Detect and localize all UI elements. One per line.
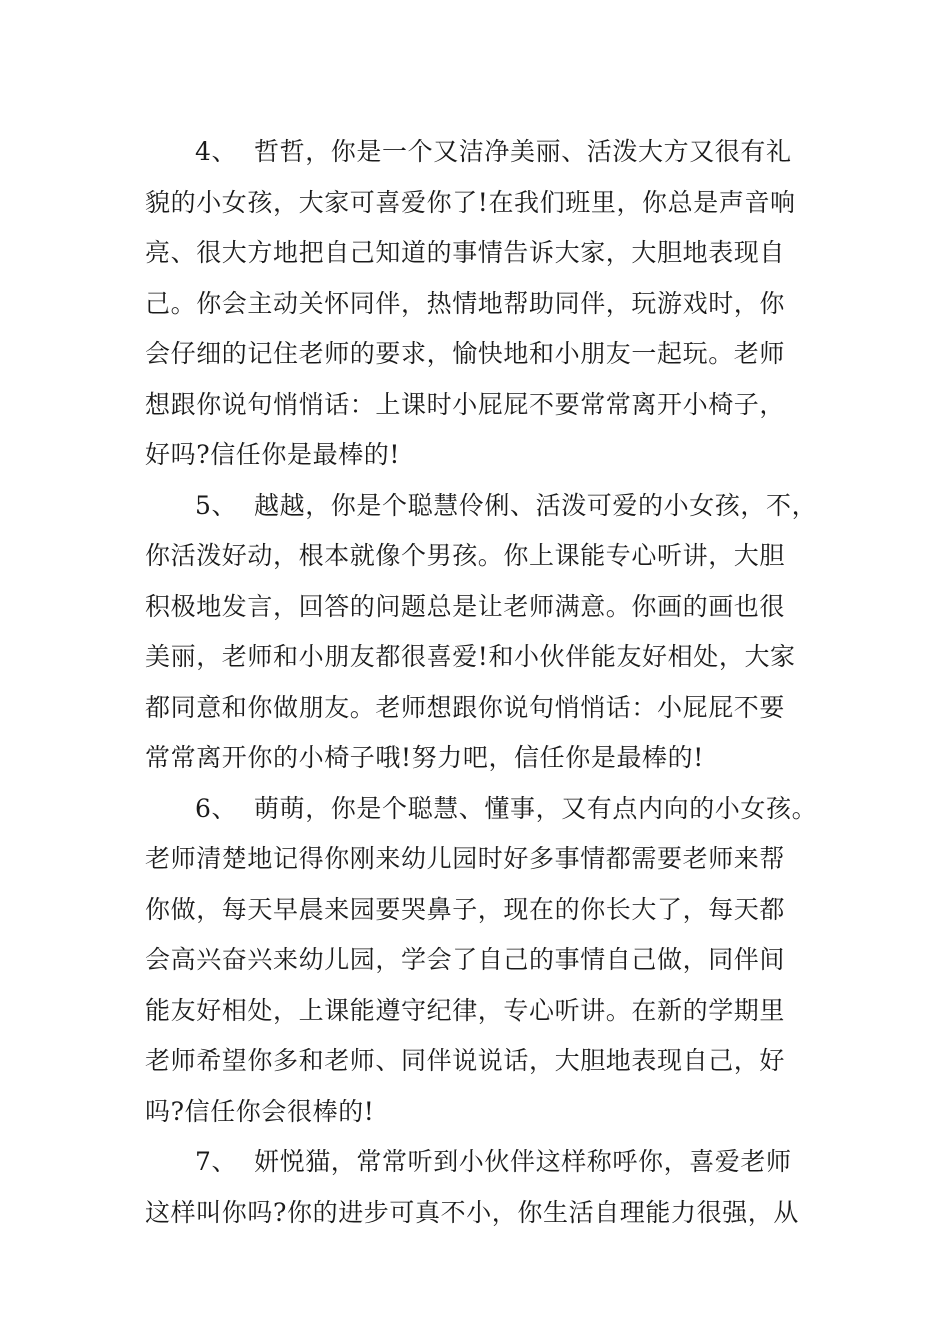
text-line: 你做，每天早晨来园要哭鼻子，现在的你长大了，每天都	[145, 894, 786, 924]
text-line: 会仔细的记住老师的要求，愉快地和小朋友一起玩。老师	[145, 339, 786, 368]
paragraph-6	[145, 784, 818, 1138]
text-line: 都同意和你做朋友。老师想跟你说句悄悄话：小屁屁不要	[145, 692, 786, 722]
text-line: 你活泼好动，根本就像个男孩。你上课能专心听讲，大胆	[145, 541, 786, 570]
paragraph-first-line	[145, 127, 810, 178]
text-line: 会高兴奋兴来幼儿园，学会了自己的事情自己做，同伴间	[145, 945, 786, 974]
paragraph-5	[145, 481, 818, 784]
paragraph-number: 7、	[195, 1147, 238, 1176]
paragraph-7	[145, 1137, 810, 1238]
text-line: 好吗?信任你是最棒的!	[145, 440, 401, 469]
paragraph-4	[145, 127, 810, 481]
text-line: 吗?信任你会很棒的!	[145, 1096, 375, 1126]
paragraph-number: 4、	[195, 137, 238, 166]
paragraph-number: 5、	[195, 490, 238, 520]
text-line: 哲哲，你是一个又洁净美丽、活泼大方又很有礼	[254, 137, 792, 166]
text-line: 常常离开你的小椅子哦!努力吧，信任你是最棒的!	[145, 743, 704, 772]
text-line: 越越，你是个聪慧伶俐、活泼可爱的小女孩，不，	[254, 490, 818, 520]
paragraph-first-line	[145, 1137, 810, 1188]
text-line: 貌的小女孩，大家可喜爱你了!在我们班里，你总是声音响	[145, 187, 796, 217]
text-line: 美丽，老师和小朋友都很喜爱!和小伙伴能友好相处，大家	[145, 642, 796, 671]
text-line: 妍悦猫，常常听到小伙伴这样称呼你，喜爱老师	[254, 1147, 792, 1176]
paragraph-first-line	[145, 784, 818, 835]
text-line: 萌萌，你是个聪慧、懂事，又有点内向的小女孩。	[254, 793, 818, 823]
text-line: 老师希望你多和老师、同伴说说话，大胆地表现自己，好	[145, 1046, 786, 1075]
text-line: 亮、很大方地把自己知道的事情告诉大家，大胆地表现自	[145, 238, 786, 267]
paragraph-first-line	[145, 481, 818, 532]
text-line: 己。你会主动关怀同伴，热情地帮助同伴，玩游戏时，你	[145, 288, 786, 318]
text-line: 积极地发言，回答的问题总是让老师满意。你画的画也很	[145, 591, 786, 621]
text-line: 老师清楚地记得你刚来幼儿园时好多事情都需要老师来帮	[145, 844, 786, 873]
document-body	[145, 127, 818, 1238]
text-line: 想跟你说句悄悄话：上课时小屁屁不要常常离开小椅子，	[145, 389, 786, 419]
paragraph-number: 6、	[195, 793, 238, 823]
text-line: 能友好相处，上课能遵守纪律，专心听讲。在新的学期里	[145, 995, 786, 1025]
text-line: 这样叫你吗?你的进步可真不小，你生活自理能力很强，从	[145, 1197, 800, 1227]
